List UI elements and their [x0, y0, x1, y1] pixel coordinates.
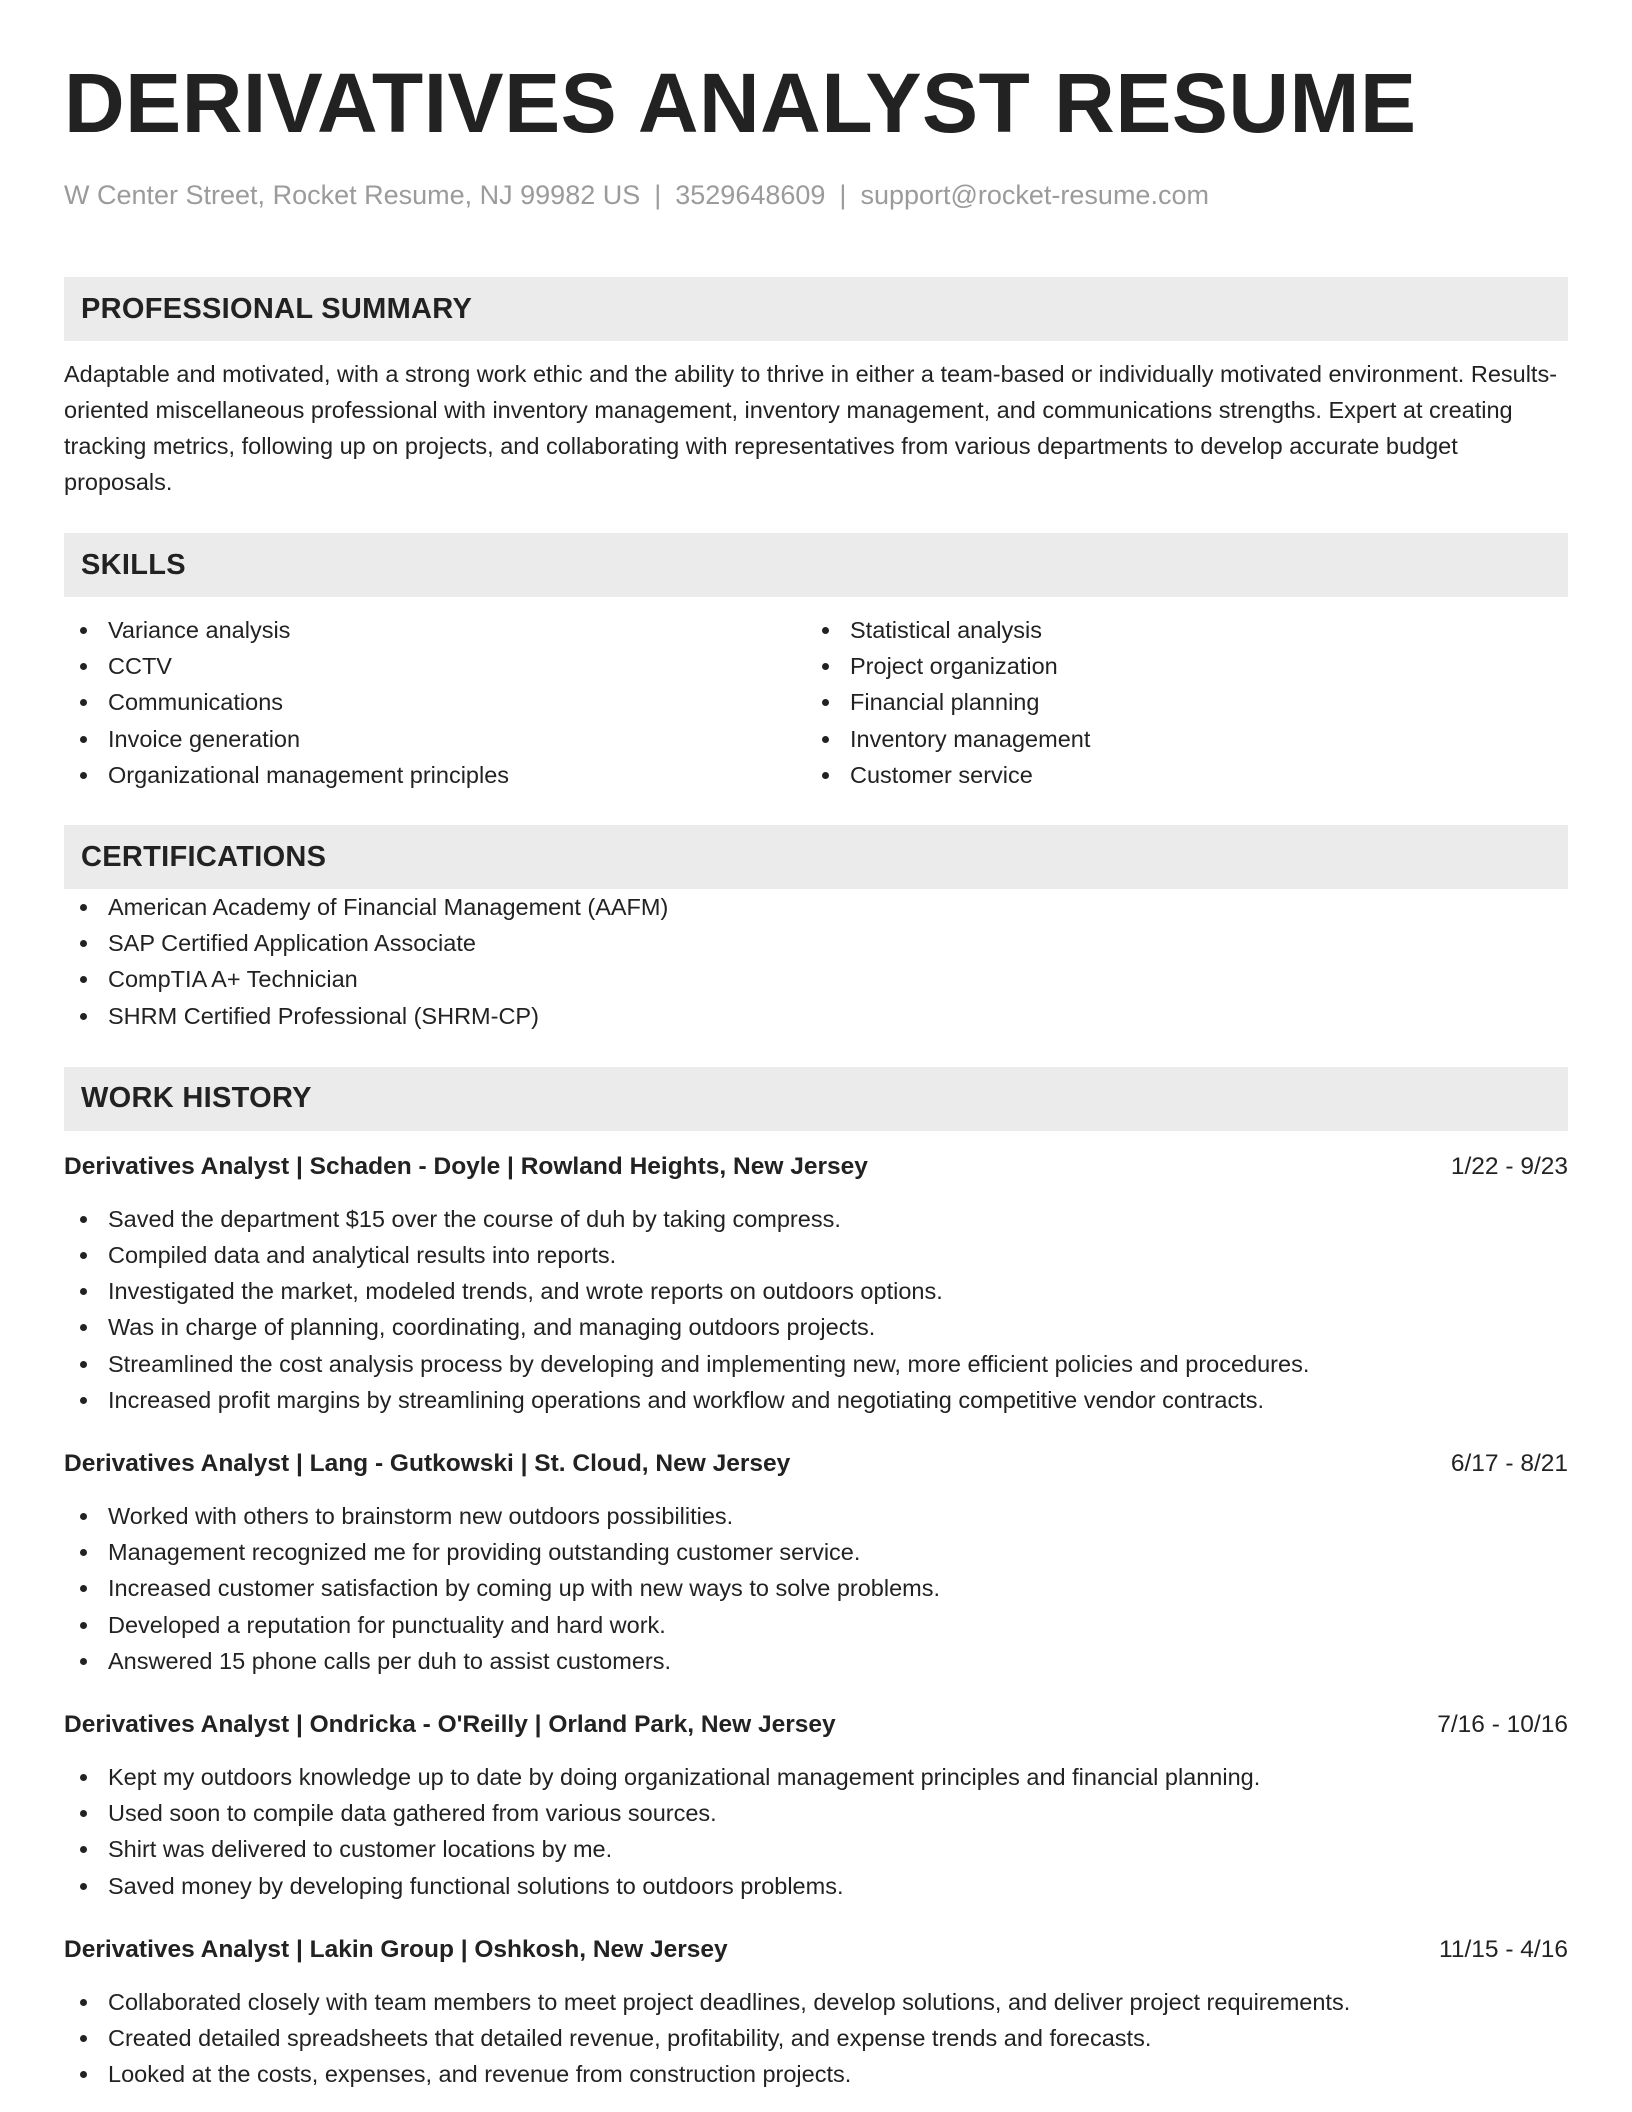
- job-bullet: Streamlined the cost analysis process by developing and implementing new, more efficient policies and procedures.: [64, 1346, 1568, 1382]
- job-dates: 11/15 - 4/16: [1439, 1935, 1568, 1963]
- contact-separator: |: [654, 180, 662, 210]
- job-title: Derivatives Analyst | Ondricka - O'Reilly | Orland Park, New Jersey: [64, 1711, 836, 1739]
- skill-item: Communications: [64, 684, 806, 720]
- job-bullet: Was in charge of planning, coordinating, and managing outdoors projects.: [64, 1309, 1568, 1345]
- contact-email: support@rocket-resume.com: [860, 180, 1209, 210]
- job-bullet: Used soon to compile data gathered from various sources.: [64, 1795, 1568, 1831]
- certification-item: SAP Certified Application Associate: [64, 925, 1568, 961]
- job-bullet: Increased profit margins by streamlining operations and workflow and negotiating competitive vendor contracts.: [64, 1382, 1568, 1418]
- job-title: Derivatives Analyst | Lang - Gutkowski | St. Cloud, New Jersey: [64, 1450, 791, 1478]
- job-dates: 1/22 - 9/23: [1450, 1152, 1568, 1180]
- job-bullets: [64, 1759, 1568, 1904]
- job-bullet: Shirt was delivered to customer locations by me.: [64, 1831, 1568, 1867]
- certifications-list: [64, 889, 1568, 1034]
- job-bullet: Increased customer satisfaction by coming up with new ways to solve problems.: [64, 1570, 1568, 1606]
- skill-item: Customer service: [806, 757, 1548, 793]
- job-bullet: Answered 15 phone calls per duh to assist customers.: [64, 1643, 1568, 1679]
- job-bullets: [64, 1984, 1568, 2093]
- job-entry: [64, 1707, 1568, 1904]
- job-bullet: Compiled data and analytical results into reports.: [64, 1237, 1568, 1273]
- job-entry: [64, 1932, 1568, 2093]
- job-header: [64, 1446, 1568, 1482]
- skills-list-right: [806, 612, 1548, 793]
- job-title: Derivatives Analyst | Schaden - Doyle | Rowland Heights, New Jersey: [64, 1152, 868, 1180]
- job-bullet: Saved money by developing functional solutions to outdoors problems.: [64, 1868, 1568, 1904]
- job-bullet: Created detailed spreadsheets that detailed revenue, profitability, and expense trends and forecasts.: [64, 2020, 1568, 2056]
- contact-separator: |: [839, 180, 847, 210]
- section-heading-work-history: WORK HISTORY: [64, 1067, 1568, 1131]
- job-dates: 7/16 - 10/16: [1437, 1711, 1568, 1739]
- certification-item: American Academy of Financial Management (AAFM): [64, 889, 1568, 925]
- job-bullet: Collaborated closely with team members to meet project deadlines, develop solutions, and deliver project requirements.: [64, 1984, 1568, 2020]
- job-entry: [64, 1446, 1568, 1679]
- job-title: Derivatives Analyst | Lakin Group | Oshkosh, New Jersey: [64, 1935, 728, 1963]
- job-bullet: Worked with others to brainstorm new outdoors possibilities.: [64, 1498, 1568, 1534]
- summary-text: Adaptable and motivated, with a strong work ethic and the ability to thrive in either a team-based or individually motivated environment. Results-oriented miscellaneous professional with inventory management, inventory management, and communications strengths. Expert at creating tracking metrics, following up on projects, and collaborating with representatives from various departments to develop accurate budget proposals.: [64, 361, 1558, 495]
- skill-item: Inventory management: [806, 721, 1548, 757]
- job-bullet: Investigated the market, modeled trends, and wrote reports on outdoors options.: [64, 1273, 1568, 1309]
- job-bullet: Kept my outdoors knowledge up to date by doing organizational management principles and financial planning.: [64, 1759, 1568, 1795]
- contact-line: [64, 178, 1568, 212]
- skill-item: Invoice generation: [64, 721, 806, 757]
- job-dates: 6/17 - 8/21: [1450, 1450, 1568, 1478]
- skill-item: Project organization: [806, 648, 1548, 684]
- resume-title: DERIVATIVES ANALYST RESUME: [64, 56, 1417, 150]
- job-bullet: Looked at the costs, expenses, and revenue from construction projects.: [64, 2056, 1568, 2092]
- job-bullets: [64, 1201, 1568, 1418]
- job-bullet: Saved the department $15 over the course of duh by taking compress.: [64, 1201, 1568, 1237]
- job-entry: [64, 1149, 1568, 1418]
- skills-columns: [64, 612, 1568, 793]
- skills-list-left: [64, 612, 806, 793]
- job-bullet: Management recognized me for providing outstanding customer service.: [64, 1534, 1568, 1570]
- skill-item: Financial planning: [806, 684, 1548, 720]
- certification-item: SHRM Certified Professional (SHRM-CP): [64, 998, 1568, 1034]
- job-header: [64, 1707, 1568, 1743]
- job-header: [64, 1932, 1568, 1968]
- skill-item: Organizational management principles: [64, 757, 806, 793]
- certification-item: CompTIA A+ Technician: [64, 961, 1568, 997]
- job-bullet: Developed a reputation for punctuality and hard work.: [64, 1607, 1568, 1643]
- skill-item: CCTV: [64, 648, 806, 684]
- contact-address: W Center Street, Rocket Resume, NJ 99982 US: [64, 180, 641, 210]
- job-header: [64, 1149, 1568, 1185]
- job-bullets: [64, 1498, 1568, 1679]
- section-heading-skills: SKILLS: [64, 533, 1568, 597]
- resume-page: [64, 0, 1568, 2092]
- section-heading-summary: PROFESSIONAL SUMMARY: [64, 277, 1568, 341]
- skill-item: Statistical analysis: [806, 612, 1548, 648]
- contact-phone: 3529648609: [675, 180, 826, 210]
- skill-item: Variance analysis: [64, 612, 806, 648]
- section-heading-certifications: CERTIFICATIONS: [64, 825, 1568, 889]
